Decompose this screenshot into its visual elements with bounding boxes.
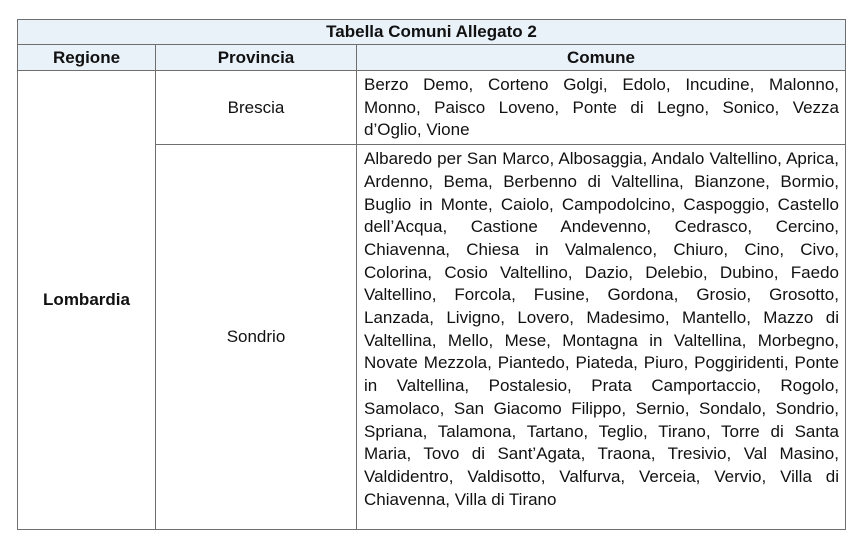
province-cell-brescia: Brescia <box>156 71 357 145</box>
header-comune: Comune <box>357 45 846 71</box>
table-header-row <box>18 45 846 71</box>
table-row <box>18 71 846 145</box>
comuni-table <box>17 19 846 530</box>
table-title: Tabella Comuni Allegato 2 <box>18 20 846 45</box>
comuni-cell-sondrio: Albaredo per San Marco, Albosaggia, Andalo Valtellino, Aprica, Ardenno, Bema, Berbenno di Valtellina, Bianzone, Bormio, Buglio in Monte, Caiolo, Campodolcino, Caspoggio, Castello dell’Acqua, Castione Andevenno, Cedrasco, Cercino, Chiavenna, Chiesa in Valmalenco, Chiuro, Cino, Civo, Colorina, Cosio Valtellino, Dazio, Delebio, Dubino, Faedo Valtellino, Forcola, Fusine, Gordona, Grosio, Grosotto, Lanzada, Livigno, Lovero, Madesimo, Mantello, Mazzo di Valtellina, Mello, Mese, Montagna in Valtellina, Morbegno, Novate Mezzola, Piantedo, Piateda, Piuro, Poggiridenti, Ponte in Valtellina, Postalesio, Prata Camportaccio, Rogolo, Samolaco, San Giacomo Filippo, Sernio, Sondalo, Sondrio, Spriana, Talamona, Tartano, Teglio, Tirano, Torre di Santa Maria, Tovo di Sant’Agata, Traona, Tresivio, Val Masino, Valdidentro, Valdisotto, Valfurva, Verceia, Vervio, Villa di Chiavenna, Villa di Tirano <box>357 145 846 530</box>
header-regione: Regione <box>18 45 156 71</box>
region-cell: Lombardia <box>18 71 156 530</box>
table-title-row <box>18 20 846 45</box>
header-provincia: Provincia <box>156 45 357 71</box>
province-cell-sondrio: Sondrio <box>156 145 357 530</box>
comuni-cell-brescia: Berzo Demo, Corteno Golgi, Edolo, Incudine, Malonno, Monno, Paisco Loveno, Ponte di Legno, Sonico, Vezza d’Oglio, Vione <box>357 71 846 145</box>
